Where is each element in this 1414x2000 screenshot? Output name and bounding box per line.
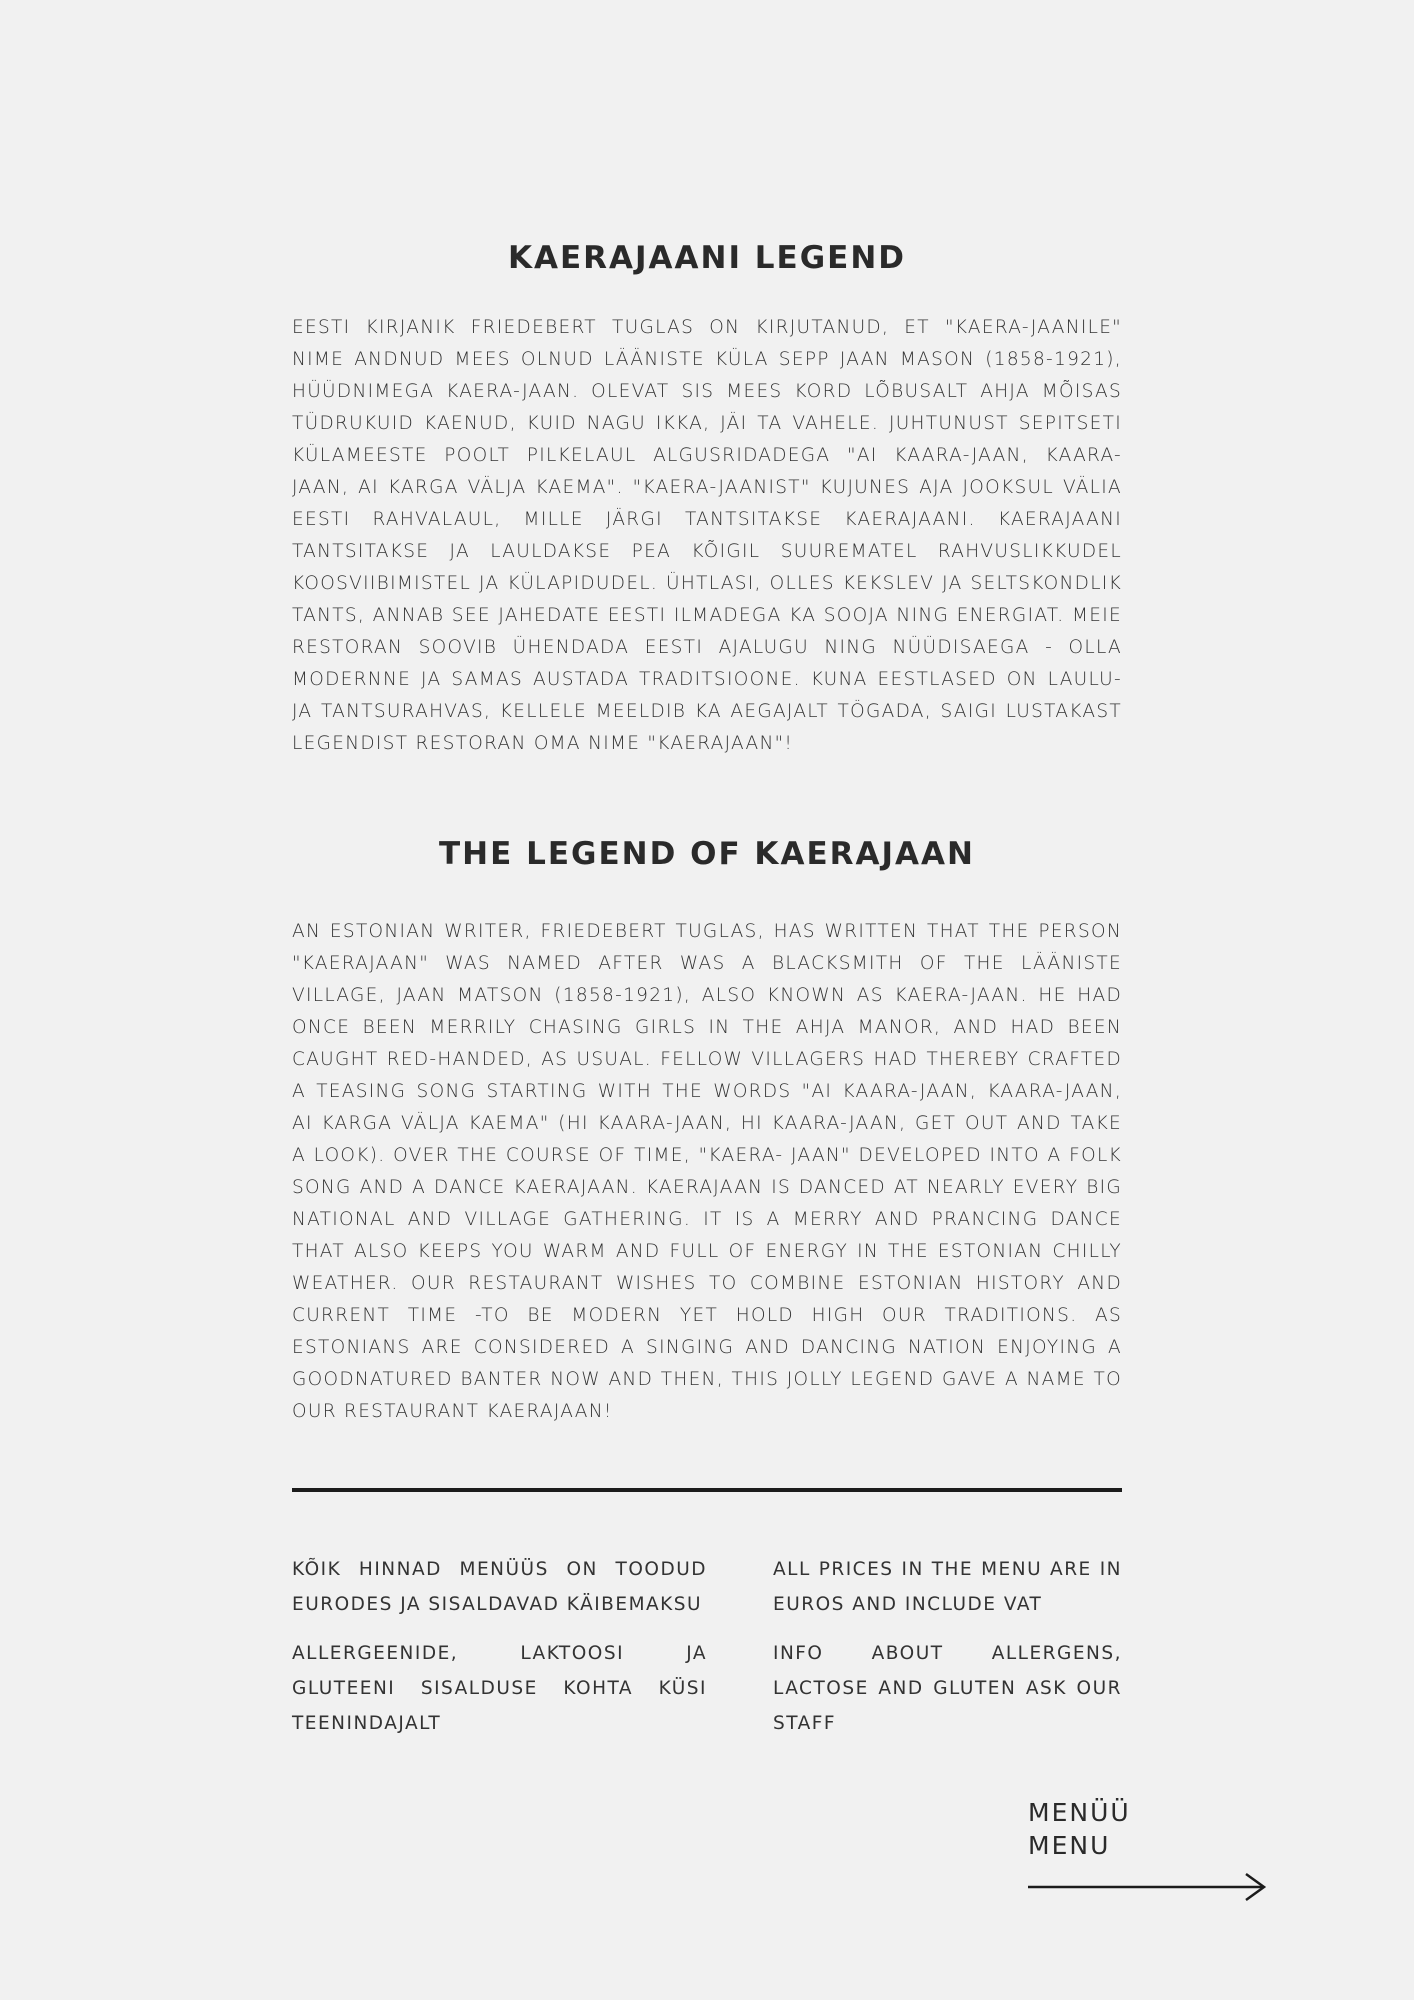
menu-label-english: MENU	[1028, 1831, 1111, 1860]
menu-label-estonian: MENÜÜ	[1028, 1798, 1131, 1827]
allergens-note-estonian: ALLERGEENIDE, LAKTOOSI JA GLUTEENI SISALDUSE KOHTA KÜSI TEENINDAJALT	[292, 1643, 707, 1734]
menu-link[interactable]	[1028, 1796, 1270, 1904]
notes-estonian	[292, 1552, 707, 1755]
arrow-right-icon	[1028, 1872, 1268, 1902]
title-estonian: KAERAJAANI LEGEND	[507, 240, 907, 276]
legend-text-estonian: EESTI KIRJANIK FRIEDEBERT TUGLAS ON KIRJUTANUD, ET "KAERA-JAANILE" NIME ANDNUD MEES OLNUD LÄÄNISTE KÜLA SEPP JAAN MASON (1858-1921), HÜÜDNIMEGA KAERA-JAAN. OLEVAT SIS MEES KORD LÕBUSALT AHJA MÕISAS TÜDRUKUID KAENUD, KUID NAGU IKKA, JÄI TA VAHELE. JUHTUNUST SEPITSETI KÜLAMEESTE POOLT PILKELAUL ALGUSRIDADEGA "AI KAARA-JAAN, KAARA-JAAN, AI KARGA VÄLJA KAEMA". "KAERA-JAANIST" KUJUNES AJA JOOKSUL VÄLIA EESTI RAHVALAUL, MILLE JÄRGI TANTSITAKSE KAERAJAANI. KAERAJAANI TANTSITAKSE JA LAULDAKSE PEA KÕIGIL SUUREMATEL RAHVUSLIKKUDEL KOOSVIIBIMISTEL JA KÜLAPIDUDEL. ÜHTLASI, OLLES KEKSLEV JA SELTSKONDLIK TANTS, ANNAB SEE JAHEDATE EESTI ILMADEGA KA SOOJA NING ENERGIAT. MEIE RESTORAN SOOVIB ÜHENDADA EESTI AJALUGU NING NÜÜDISAEGA - OLLA MODERNNE JA SAMAS AUSTADA TRADITSIOONE. KUNA EESTLASED ON LAULU- JA TANTSURAHVAS, KELLELE MEELDIB KA AEGAJALT TÖGADA, SAIGI LUSTAKAST LEGENDIST RESTORAN OMA NIME "KAERAJAAN"!	[292, 317, 1122, 754]
legend-text-english: AN ESTONIAN WRITER, FRIEDEBERT TUGLAS, HAS WRITTEN THAT THE PERSON "KAERAJAAN" WAS NAMED AFTER WAS A BLACKSMITH OF THE LÄÄNISTE VILLAGE, JAAN MATSON (1858-1921), ALSO KNOWN AS KAERA-JAAN. HE HAD ONCE BEEN MERRILY CHASING GIRLS IN THE AHJA MANOR, AND HAD BEEN CAUGHT RED-HANDED, AS USUAL. FELLOW VILLAGERS HAD THEREBY CRAFTED A TEASING SONG STARTING WITH THE WORDS "AI KAARA-JAAN, KAARA-JAAN, AI KARGA VÄLJA KAEMA" (HI KAARA-JAAN, HI KAARA-JAAN, GET OUT AND TAKE A LOOK). OVER THE COURSE OF TIME, "KAERA- JAAN" DEVELOPED INTO A FOLK SONG AND A DANCE KAERAJAAN. KAERAJAAN IS DANCED AT NEARLY EVERY BIG NATIONAL AND VILLAGE GATHERING. IT IS A MERRY AND PRANCING DANCE THAT ALSO KEEPS YOU WARM AND FULL OF ENERGY IN THE ESTONIAN CHILLY WEATHER. OUR RESTAURANT WISHES TO COMBINE ESTONIAN HISTORY AND CURRENT TIME -TO BE MODERN YET HOLD HIGH OUR TRADITIONS. AS ESTONIANS ARE CONSIDERED A SINGING AND DANCING NATION ENJOYING A GOODNATURED BANTER NOW AND THEN, THIS JOLLY LEGEND GAVE A NAME TO OUR RESTAURANT KAERAJAAN!	[292, 921, 1122, 1422]
prices-note-estonian: KÕIK HINNAD MENÜÜS ON TOODUD EURODES JA SISALDAVAD KÄIBEMAKSU	[292, 1559, 707, 1615]
menu-notes	[292, 1552, 1122, 1755]
prices-note-english: ALL PRICES IN THE MENU ARE IN EUROS AND INCLUDE VAT	[773, 1559, 1122, 1615]
notes-english	[773, 1552, 1122, 1755]
allergens-note-english: INFO ABOUT ALLERGENS, LACTOSE AND GLUTEN ASK OUR STAFF	[773, 1643, 1122, 1734]
section-divider	[292, 1488, 1122, 1492]
title-english: THE LEGEND OF KAERAJAAN	[439, 836, 975, 872]
